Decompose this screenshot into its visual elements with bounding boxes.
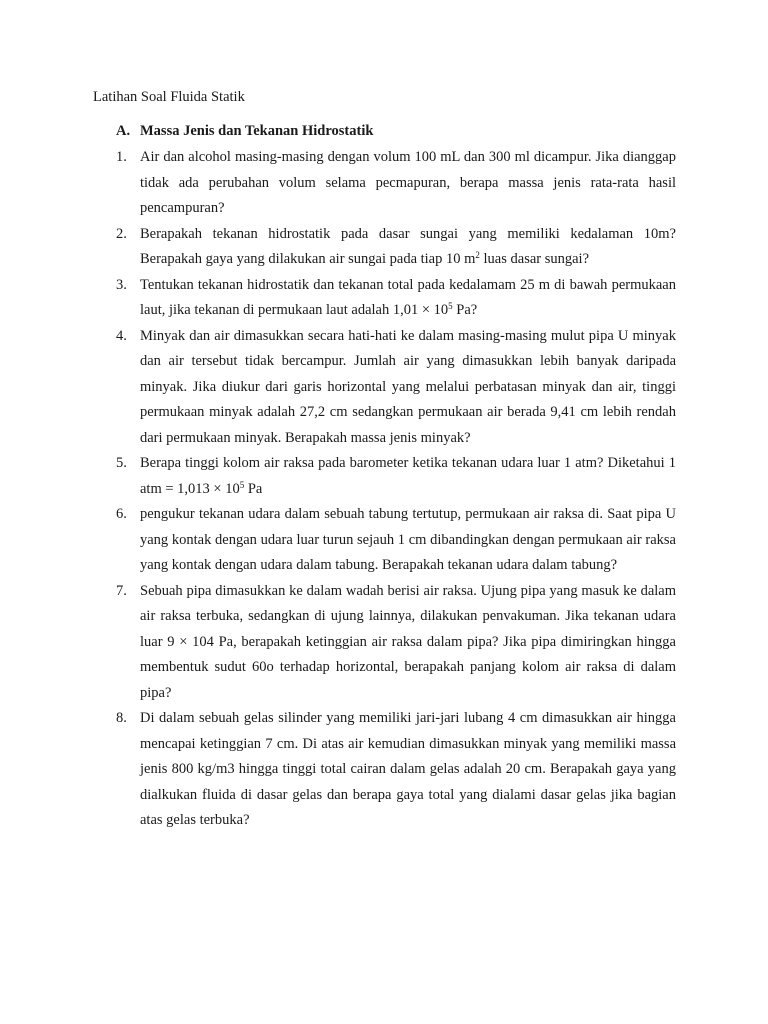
question-number: 8. — [116, 710, 127, 726]
question-text: pengukur tekanan udara dalam sebuah tabung tertutup, permukaan air raksa di. Saat pipa U yang kontak dengan udara luar turun sejauh 1 cm dibandingkan dengan permukaan air raksa yang kontak dengan udara dalam tabung. Berapakah tekanan udara dalam tabung? — [140, 506, 676, 573]
question-item — [116, 706, 676, 834]
question-item — [116, 324, 676, 452]
question-number: 7. — [116, 582, 127, 599]
superscript: 5 — [448, 301, 453, 311]
question-text-part: Berapakah tekanan hidrostatik pada dasar sungai yang memiliki kedalaman 10m? Berapakah gaya yang dilakukan air sungai pada tiap 10 m — [140, 225, 676, 267]
question-text-part: Tentukan tekanan hidrostatik dan tekanan total pada kedalamam 25 m di bawah permukaan laut, jika tekanan di permukaan laut adalah 1,01 × 10 — [140, 276, 676, 318]
question-number: 2. — [116, 225, 127, 242]
superscript: 2 — [475, 250, 480, 260]
document-title: Latihan Soal Fluida Statik — [93, 89, 245, 105]
question-text-part: Pa — [244, 480, 263, 497]
question-item — [116, 451, 676, 502]
question-text — [140, 273, 676, 324]
question-number: 4. — [116, 327, 127, 344]
question-text-part: Berapa tinggi kolom air raksa pada barometer ketika tekanan udara luar 1 atm? Diketahui 1 atm = 1,013 × 10 — [140, 455, 676, 497]
question-list — [116, 145, 676, 834]
question-text: Di dalam sebuah gelas silinder yang memiliki jari-jari lubang 4 cm dimasukkan air hingga mencapai ketinggian 7 cm. Di atas air kemudian dimasukkan minyak yang memiliki massa jenis 800 kg/m3 hingga tinggi total cairan dalam gelas adalah 20 cm. Berapakah gaya yang dialkukan fluida di dasar gelas dan berapa gaya total yang dialami dasar gelas jika bagian atas gelas terbuka? — [140, 710, 676, 828]
question-text: Minyak dan air dimasukkan secara hati-hati ke dalam masing-masing mulut pipa U minyak dan air tersebut tidak bercampur. Jumlah air yang dimasukkan lebih banyak daripada minyak. Jika diukur dari garis horizontal yang melalui perbatasan minyak dan air, tinggi permukaan minyak adalah 27,2 cm sedangkan permukaan air berada 9,41 cm lebih rendah dari permukaan minyak. Berapakah massa jenis minyak? — [140, 327, 676, 446]
superscript: 5 — [239, 479, 245, 490]
question-text-part: Pa? — [452, 302, 478, 318]
question-number: 5. — [116, 455, 127, 471]
question-text — [140, 451, 676, 502]
question-text-part: luas dasar sungai? — [479, 251, 590, 267]
question-item — [116, 502, 676, 579]
question-number: 1. — [116, 149, 127, 165]
question-item — [116, 145, 676, 222]
question-item — [116, 579, 676, 707]
question-item — [116, 273, 676, 324]
question-number: 3. — [116, 276, 127, 293]
question-item — [116, 222, 676, 273]
question-text: Sebuah pipa dimasukkan ke dalam wadah berisi air raksa. Ujung pipa yang masuk ke dalam air raksa terbuka, sedangkan di ujung lainnya, dilakukan penvakuman. Jika tekanan udara luar 9 × 104 Pa, berapakah ketinggian air raksa dalam pipa? Jika pipa dimiringkan hingga membentuk sudut 60o terhadap horizontal, berapakah panjang kolom air raksa di dalam pipa? — [140, 582, 676, 701]
question-text — [140, 222, 676, 273]
question-number: 6. — [116, 506, 127, 522]
question-text: Air dan alcohol masing-masing dengan volum 100 mL dan 300 ml dicampur. Jika dianggap tidak ada perubahan volum selama pecmapuran, berapa massa jenis rata-rata hasil pencampuran? — [140, 149, 676, 216]
section-heading — [116, 121, 373, 141]
section-title: Massa Jenis dan Tekanan Hidrostatik — [140, 123, 374, 139]
section-marker: A. — [116, 123, 131, 139]
